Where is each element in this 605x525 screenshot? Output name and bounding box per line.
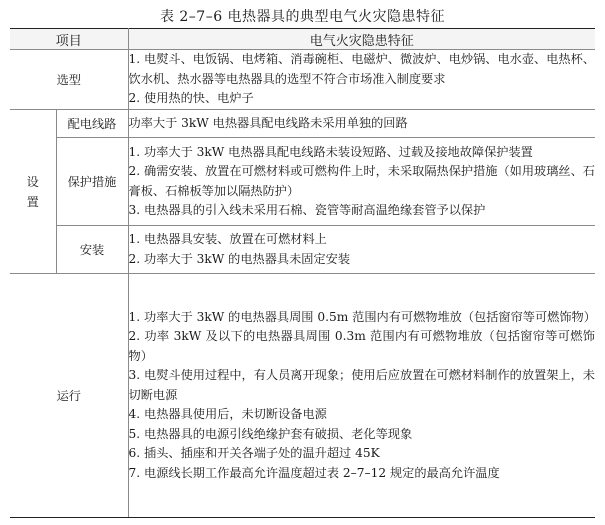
- protection-item-2: 2. 确需安装、放置在可燃材料或可燃构件上时，未采取隔热保护措施（如用玻璃丝、石膏板、石棉板等加以隔热防护）: [128, 164, 595, 198]
- selection-item-2: 2. 使用热的快、电炉子: [128, 91, 254, 106]
- cell-protection: [128, 138, 595, 226]
- row-wiring: [10, 110, 595, 138]
- row-install: [10, 226, 595, 274]
- label-selection: 选型: [10, 50, 128, 110]
- label-setting-1: 设: [26, 174, 39, 189]
- label-setting-2: 置: [26, 194, 39, 209]
- operation-item-3: 3. 电熨斗使用过程中，有人员离开现象；使用后应放置在可燃材料制作的放置架上，未切断电源: [128, 368, 595, 402]
- header-row: [10, 29, 595, 50]
- selection-item-1: 1. 电熨斗、电饭锅、电烤箱、消毒碗柜、电磁炉、微波炉、电炒锅、电水壶、电热杯、饮水机、热水器等电热器具的选型不符合市场准入制度要求: [128, 52, 595, 86]
- label-install: 安装: [56, 226, 128, 274]
- operation-item-4: 4. 电热器具使用后，未切断设备电源: [128, 407, 327, 422]
- operation-item-7: 7. 电源线长期工作最高允许温度超过表 2–7–12 规定的最高允许温度: [128, 465, 500, 480]
- operation-item-5: 5. 电热器具的电源引线绝缘护套有破损、老化等现象: [128, 426, 413, 441]
- row-selection: [10, 50, 595, 110]
- install-item-2: 2. 功率大于 3kW 的电热器具未固定安装: [128, 251, 351, 266]
- cell-install: [128, 226, 595, 274]
- cell-selection: [128, 50, 595, 110]
- table-caption: 表 2–7–6 电热器具的典型电气火灾隐患特征: [159, 9, 446, 25]
- row-protection: [10, 138, 595, 226]
- operation-item-6: 6. 插头、插座和开关各端子处的温升超过 45K: [128, 446, 380, 461]
- row-operation: [10, 274, 595, 518]
- hazard-table: [10, 28, 595, 518]
- operation-item-2: 2. 功率 3kW 及以下的电热器具周围 0.3m 范围内有可燃物堆放（包括窗帘等可燃饰物）: [128, 329, 595, 363]
- cell-operation: [128, 274, 595, 518]
- label-wiring: 配电线路: [56, 110, 128, 138]
- protection-item-3: 3. 电热器具的引入线未采用石棉、瓷管等耐高温绝缘套管予以保护: [128, 203, 486, 217]
- operation-item-1: 1. 功率大于 3kW 的电热器具周围 0.5m 范围内有可燃物堆放（包括窗帘等可燃饰物）: [128, 309, 596, 324]
- label-setting: [10, 110, 56, 274]
- label-operation: 运行: [10, 274, 128, 518]
- cell-wiring: [128, 110, 595, 138]
- header-item: 项目: [10, 29, 128, 50]
- protection-item-1: 1. 功率大于 3kW 电热器具配电线路未装设短路、过载及接地故障保护装置: [128, 144, 533, 159]
- wiring-item-1: 功率大于 3kW 电热器具配电线路未采用单独的回路: [128, 115, 408, 130]
- install-item-1: 1. 电热器具安装、放置在可燃材料上: [128, 232, 327, 246]
- header-feature: 电气火灾隐患特征: [128, 29, 595, 50]
- label-protection: 保护措施: [56, 138, 128, 226]
